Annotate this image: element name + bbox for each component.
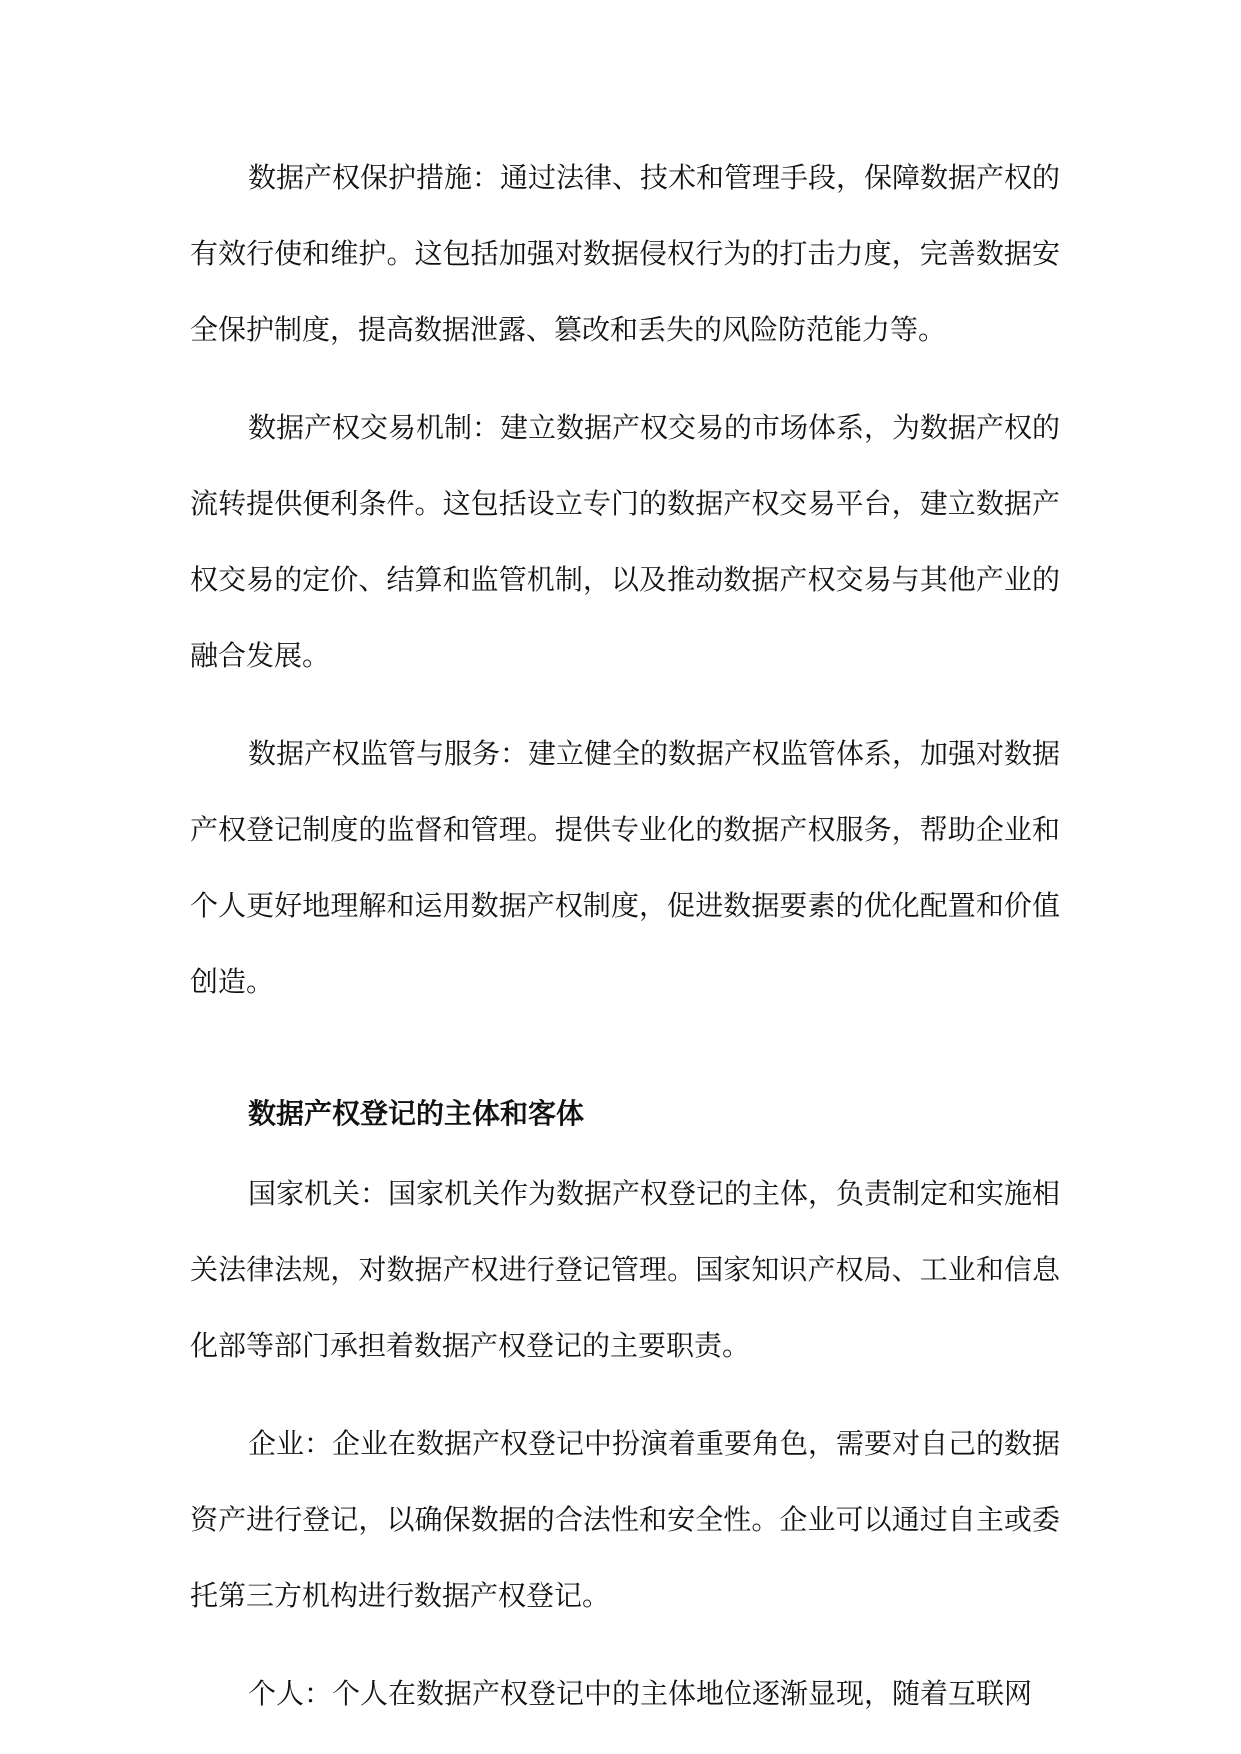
section-heading: 数据产权登记的主体和客体 bbox=[248, 1097, 585, 1130]
paragraph-enterprises: 企业：企业在数据产权登记中扮演着重要角色，需要对自己的数据资产进行登记，以确保数据的合法性和安全性。企业可以通过自主或委托第三方机构进行数据产权登记。 bbox=[190, 1427, 1061, 1612]
paragraph-supervision-service: 数据产权监管与服务：建立健全的数据产权监管体系，加强对数据产权登记制度的监督和管理。提供专业化的数据产权服务，帮助企业和个人更好地理解和运用数据产权制度，促进数据要素的优化配置和价值创造。 bbox=[190, 737, 1061, 998]
paragraph-trading-mechanism: 数据产权交易机制：建立数据产权交易的市场体系，为数据产权的流转提供便利条件。这包括设立专门的数据产权交易平台，建立数据产权交易的定价、结算和监管机制，以及推动数据产权交易与其他产业的融合发展。 bbox=[190, 411, 1061, 672]
paragraph-protection-measures: 数据产权保护措施：通过法律、技术和管理手段，保障数据产权的有效行使和维护。这包括加强对数据侵权行为的打击力度，完善数据安全保护制度，提高数据泄露、篡改和丢失的风险防范能力等。 bbox=[190, 161, 1061, 346]
paragraph-individuals: 个人：个人在数据产权登记中的主体地位逐渐显现，随着互联网 bbox=[248, 1677, 1033, 1710]
paragraph-state-agencies: 国家机关：国家机关作为数据产权登记的主体，负责制定和实施相关法律法规，对数据产权进行登记管理。国家知识产权局、工业和信息化部等部门承担着数据产权登记的主要职责。 bbox=[190, 1177, 1061, 1362]
document-body bbox=[190, 140, 1060, 1754]
